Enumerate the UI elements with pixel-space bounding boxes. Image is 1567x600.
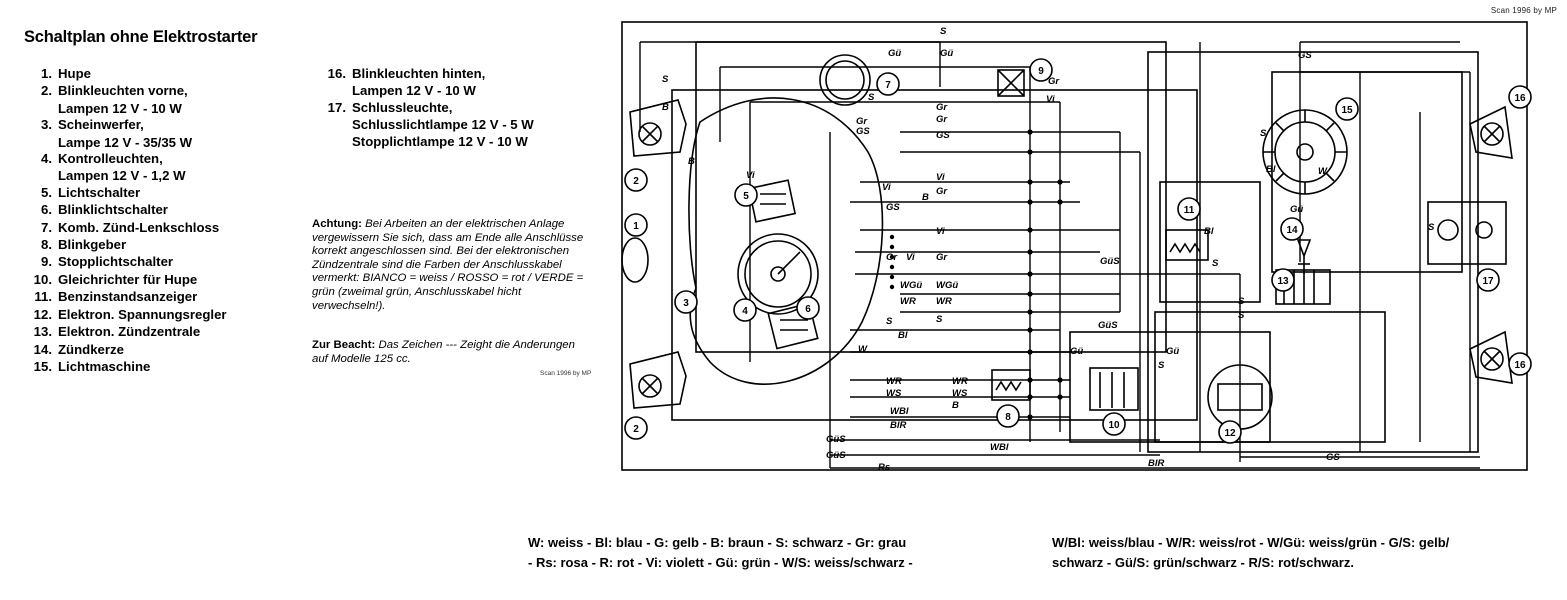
svg-text:6: 6 [805,304,811,315]
svg-text:5: 5 [743,191,749,202]
svg-text:Gü: Gü [940,48,954,59]
svg-text:W: W [1318,166,1327,177]
list-item [26,342,276,358]
list-item [26,272,276,288]
list-item [26,324,276,340]
legend-label: Blinkleuchten hinten, [352,66,486,81]
legend-sublabel-2: Stopplichtlampe 12 V - 10 W [352,133,528,149]
svg-text:Gü: Gü [888,48,902,59]
list-item [26,254,276,270]
svg-text:7: 7 [885,80,891,91]
svg-text:Gü: Gü [1070,346,1084,357]
legend-sublabel: Lampen 12 V - 10 W [58,100,182,116]
color-key-right [1052,533,1552,573]
page-title: Schaltplan ohne Elektrostarter [24,28,258,46]
svg-text:GS: GS [936,130,950,141]
svg-text:B: B [922,192,929,203]
list-item [26,202,276,218]
svg-text:Bl: Bl [898,330,908,341]
svg-text:WS: WS [886,388,902,399]
legend-list-right [320,66,580,150]
list-item [320,66,580,82]
legend-number: 9. [41,254,52,270]
list-item [26,185,276,201]
svg-text:GS: GS [1298,50,1312,61]
svg-text:WR: WR [936,296,952,307]
svg-text:11: 11 [1183,205,1195,216]
svg-text:Bl: Bl [1266,164,1276,175]
legend-number: 1. [41,66,52,81]
svg-text:Gü: Gü [1290,204,1304,215]
legend-number: 4. [41,151,52,167]
legend-label: Stopplichtschalter [58,254,174,270]
svg-text:GüS: GüS [826,434,846,445]
svg-text:Gr: Gr [936,252,948,263]
svg-text:10: 10 [1108,420,1120,431]
color-key-left [528,533,1028,573]
legend-number: 12. [33,306,52,322]
svg-text:BlR: BlR [1148,458,1165,469]
list-item [26,117,276,133]
legend-label: Lichtmaschine [58,358,151,374]
svg-text:Vi: Vi [936,172,945,183]
legend-sublabel: Lampe 12 V - 35/35 W [58,134,193,150]
list-item [26,289,276,305]
list-item [26,83,276,99]
svg-text:S: S [868,92,875,103]
svg-text:Gr: Gr [886,252,898,263]
legend-number: 10. [33,271,52,287]
svg-text:Vi: Vi [746,170,755,181]
note-achtung-label: Achtung: [312,218,362,230]
svg-text:GS: GS [1326,452,1340,463]
list-item [320,100,580,116]
legend-label: Kontrolleuchten, [58,151,163,167]
legend-number: 15. [33,358,52,374]
svg-text:WR: WR [900,296,916,307]
color-key-left-line2: - Rs: rosa - R: rot - Vi: violett - Gü: grün - W/S: weiss/schwarz - [528,555,913,570]
svg-text:Vi: Vi [936,226,945,237]
svg-text:BlR: BlR [890,420,907,431]
legend-label: Komb. Zünd-Lenkschloss [58,219,220,235]
legend-number: 5. [41,184,52,200]
legend-number: 11. [34,289,52,305]
wiring-diagram [600,12,1560,512]
legend-number: 2. [41,83,52,99]
legend-number: 8. [41,237,52,253]
svg-text:14: 14 [1286,225,1298,236]
svg-text:S: S [1238,296,1245,307]
svg-text:WBl: WBl [990,442,1009,453]
legend-label: Hupe [58,66,91,81]
svg-text:8: 8 [1005,412,1011,423]
legend-label: Schlussleuchte, [352,99,453,115]
svg-text:Vi: Vi [882,182,891,193]
svg-text:S: S [1158,360,1165,371]
legend-number: 14. [33,341,52,357]
svg-text:Gr: Gr [856,116,868,127]
svg-text:S: S [1238,310,1245,321]
color-key-right-line1: W/Bl: weiss/blau - W/R: weiss/rot - W/Gü: weiss/grün - G/S: gelb/ [1052,535,1450,550]
note-achtung-text: Bei Arbeiten an der elektrischen Anlage vergewissern Sie sich, dass am Ende alle Anschlüsse korrekt angeschlossen sind. Bei der elektronischen Zündzentrale sind die Farben der Anschlusskabel vermerkt: BIANCO = weiss / ROSSO = rot / VERDE = grün (zweimal grün, Anschlusskabel hicht verwechseln!). [312,218,584,312]
svg-text:S: S [1428,222,1435,233]
svg-text:WS: WS [952,388,968,399]
list-item [26,220,276,236]
legend-label: Blinkleuchten vorne, [58,83,188,99]
svg-text:2: 2 [633,176,639,187]
legend-number: 7. [41,219,52,235]
legend-label: Zündkerze [58,341,124,357]
svg-text:Vi: Vi [906,252,915,263]
svg-text:16: 16 [1514,360,1526,371]
svg-text:WGü: WGü [936,280,959,291]
legend-number: 3. [41,117,52,133]
svg-text:S: S [886,316,893,327]
color-key-right-line2: schwarz - Gü/S: grün/schwarz - R/S: rot/schwarz. [1052,555,1354,570]
legend-label: Scheinwerfer, [58,117,144,133]
svg-text:S: S [940,26,947,37]
legend-label: Gleichrichter für Hupe [58,271,198,287]
legend-number: 6. [41,202,52,218]
legend-number: 16. [327,66,346,81]
svg-text:WR: WR [952,376,968,387]
legend-label: Benzinstandsanzeiger [58,289,198,305]
svg-text:16: 16 [1514,93,1526,104]
svg-text:GüS: GüS [1098,320,1118,331]
list-item [26,307,276,323]
legend-label: Blinklichtschalter [58,202,168,218]
list-item [26,151,276,167]
svg-text:S: S [662,74,669,85]
legend-list-left [26,66,276,376]
svg-text:Vi: Vi [1046,94,1055,105]
legend-label: Elektron. Spannungsregler [58,306,227,322]
scan-credit: Scan 1996 by MP [1490,6,1557,15]
svg-text:GS: GS [856,126,870,137]
list-item [26,66,276,82]
svg-text:Rs: Rs [878,462,891,473]
list-item [26,237,276,253]
legend-sublabel: Schlusslichtlampe 12 V - 5 W [352,117,534,133]
svg-text:17: 17 [1482,276,1494,287]
svg-text:B: B [662,102,669,113]
svg-text:12: 12 [1224,428,1236,439]
svg-text:9: 9 [1038,66,1044,77]
svg-text:4: 4 [742,306,748,317]
svg-text:Bl: Bl [1204,226,1214,237]
svg-text:S: S [1260,128,1267,139]
svg-text:GüS: GüS [1100,256,1120,267]
color-key-left-line1: W: weiss - Bl: blau - G: gelb - B: braun - S: schwarz - Gr: grau [528,535,907,550]
svg-text:Gü: Gü [1166,346,1180,357]
note-beacht-text: Das Zeichen --- Zeight die Anderungen auf Modelle 125 cc. [312,339,575,365]
list-item [26,359,276,375]
svg-text:WR: WR [886,376,902,387]
svg-text:3: 3 [683,298,689,309]
svg-text:Gr: Gr [936,102,948,113]
svg-text:15: 15 [1341,105,1353,116]
note-achtung [312,218,590,313]
svg-text:WGü: WGü [900,280,923,291]
legend-number: 17. [327,99,346,115]
note-beacht [312,339,590,366]
svg-text:WBl: WBl [890,406,909,417]
svg-text:W: W [858,344,867,355]
svg-text:Gr: Gr [936,186,948,197]
svg-text:2: 2 [633,424,639,435]
svg-text:13: 13 [1277,276,1289,287]
legend-sublabel: Lampen 12 V - 10 W [352,83,476,99]
svg-text:B: B [952,400,959,411]
svg-text:1: 1 [633,221,639,232]
note-beacht-label: Zur Beacht: [312,339,376,351]
svg-text:GüS: GüS [826,450,846,461]
wiring-diagram-svg [600,12,1560,512]
legend-label: Elektron. Zündzentrale [58,324,201,340]
legend-number: 13. [33,324,52,340]
svg-text:S: S [936,314,943,325]
legend-sublabel: Lampen 12 V - 1,2 W [58,168,186,184]
svg-text:Gr: Gr [936,114,948,125]
svg-text:GS: GS [886,202,900,213]
svg-text:S: S [1212,258,1219,269]
legend-label: Lichtschalter [58,184,141,200]
legend-label: Blinkgeber [58,237,127,253]
svg-text:Gr: Gr [1048,76,1060,87]
scan-credit-small: Scan 1996 by MP [540,370,592,377]
svg-text:B: B [688,156,695,167]
